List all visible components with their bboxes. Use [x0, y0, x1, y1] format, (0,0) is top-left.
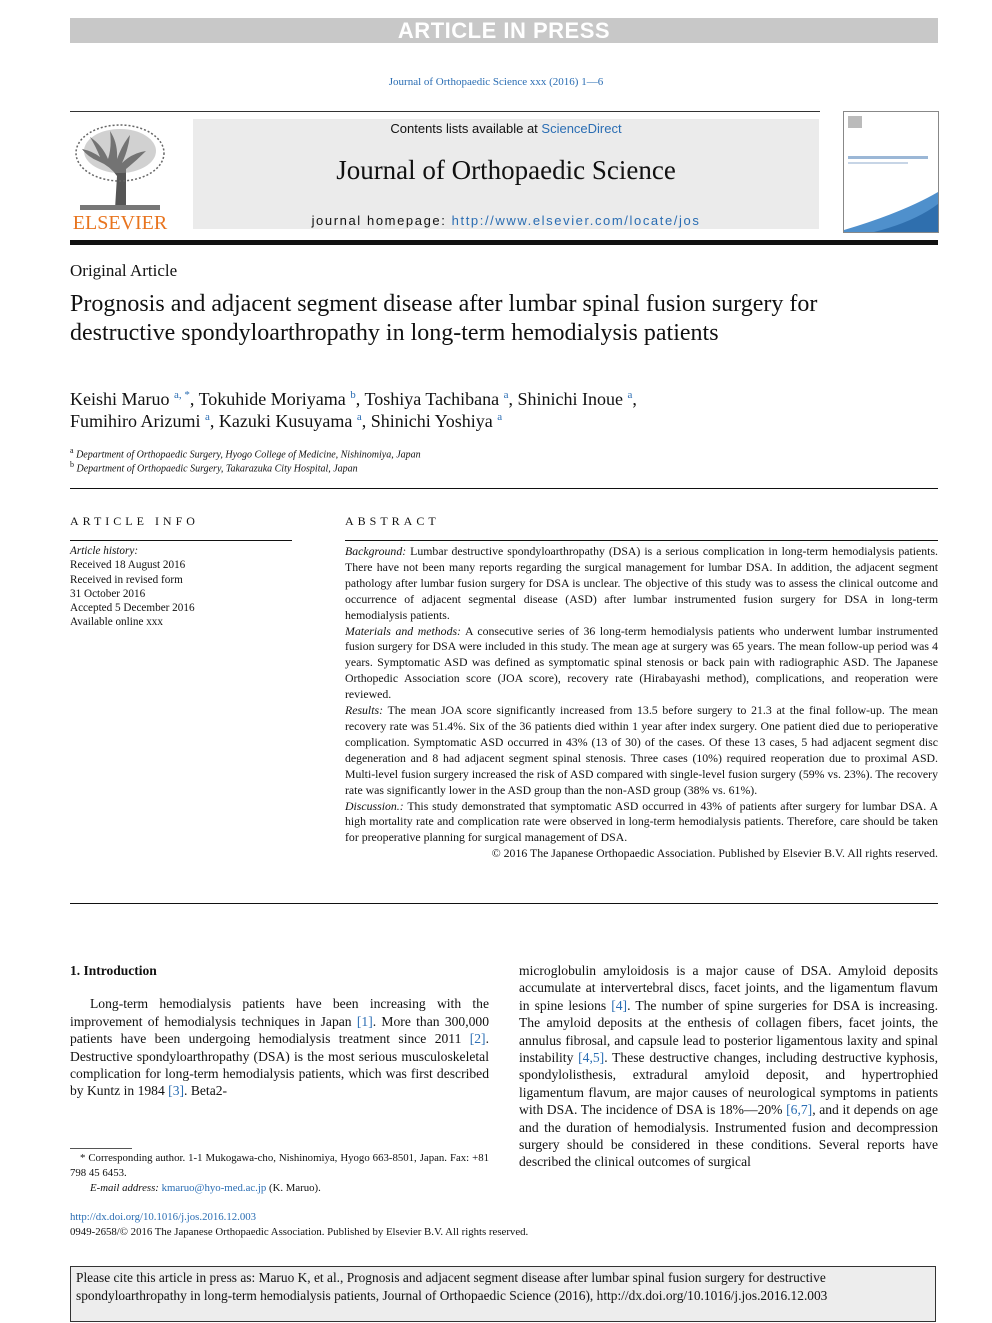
author-name[interactable]: Shinichi Inoue: [517, 389, 623, 409]
affiliation-mark: a: [70, 446, 74, 455]
divider-rule: [345, 540, 938, 541]
author-name[interactable]: Fumihiro Arizumi: [70, 411, 201, 431]
author-affiliation-mark[interactable]: a: [503, 389, 509, 401]
paragraph-text: . More than 300,000 patients have been undergoing hemodialysis treatment since 2011: [70, 1013, 489, 1047]
affiliation-text: Department of Orthopaedic Surgery, Takarazuka City Hospital, Japan: [76, 463, 358, 475]
section-label: Background:: [345, 544, 407, 558]
author-name[interactable]: Shinichi Yoshiya: [370, 411, 493, 431]
elsevier-wordmark: ELSEVIER: [72, 212, 168, 233]
author-separator: ,: [361, 411, 371, 431]
paragraph-text: . Destructive spondyloarthropathy (DSA) is the most serious musculoskeletal complication for long-term hemodialysis patients, which was first described by Kuntz in 1984: [70, 1031, 489, 1099]
divider-rule: [70, 903, 938, 904]
author-affiliation-mark[interactable]: b: [350, 389, 356, 401]
journal-cover-thumbnail[interactable]: [843, 111, 939, 233]
paragraph-text: Long-term hemodialysis patients have been increasing with the improvement of hemodialysis techniques in Japan: [70, 996, 489, 1029]
issn-copyright: 0949-2658/© 2016 The Japanese Orthopaedic Association. Published by Elsevier B.V. All rights reserved.: [70, 1226, 529, 1238]
corresponding-author-note: * Corresponding author. 1-1 Mukogawa-cho, Nishinomiya, Hyogo 663-8501, Japan. Fax: +81 798 45 6453.: [70, 1152, 489, 1179]
citation-reference-link[interactable]: [1]: [356, 1013, 373, 1029]
elsevier-logo[interactable]: [70, 121, 170, 233]
affiliation-mark: b: [70, 460, 74, 469]
citation-reference-link[interactable]: [2]: [469, 1031, 486, 1047]
citation-reference-link[interactable]: [4]: [611, 997, 628, 1013]
intro-left-column: [70, 962, 489, 1100]
cover-image-icon: [844, 112, 938, 232]
affiliation-text: Department of Orthopaedic Surgery, Hyogo College of Medicine, Nishinomiya, Japan: [76, 449, 421, 461]
history-item: Received in revised form: [70, 573, 183, 586]
author-affiliation-mark[interactable]: a: [205, 411, 210, 423]
divider-rule: [70, 488, 938, 489]
history-item: 31 October 2016: [70, 587, 146, 600]
author-list: [70, 388, 870, 432]
section-label: Materials and methods:: [345, 623, 461, 638]
author-affiliation-mark[interactable]: a: [627, 389, 633, 401]
homepage-line: [193, 213, 819, 228]
history-item: Accepted 5 December 2016: [70, 602, 195, 615]
footnote-rule: [70, 1148, 132, 1149]
author-separator: ,: [508, 389, 518, 409]
author-name[interactable]: Tokuhide Moriyama: [198, 389, 346, 409]
header-thick-rule: [70, 240, 938, 245]
homepage-prefix: journal homepage:: [311, 213, 452, 228]
history-item: Received 18 August 2016: [70, 559, 186, 572]
authors-line-2: [70, 410, 870, 432]
author-affiliation-mark[interactable]: a, *: [173, 389, 190, 401]
section-text: The mean JOA score significantly increased from 13.5 before surgery to 21.3 at the final follow-up. The mean recovery rate was 51.4%. Six of the 36 patients died within 1 year after index surgery. One patient died due to perioperative complication. Symptomatic ASD occurred in 43% (13 of 30) of the cases. Of these 13 cases, 5 had adjacent segment disc degeneration and 8 had adjacent segment spinal stenosis. Three cases (10%) required reoperation due to proximal ASD. Multi-level fusion surgery increased the risk of ASD compared with single-level fusion surgery (59% vs. 23%). The recovery rate was significantly lower in the ASD group than the non-ASD group (38% vs. 61%).: [345, 703, 938, 797]
abstract-results: [345, 703, 938, 798]
section-text: Lumbar destructive spondyloarthropathy (DSA) is a serious complication in long-term hemodialysis patients. There have not been many reports regarding the surgical management for lumbar DSA. In addition, the adjacent segment pathology after lumbar fusion surgery for DSA is unclear. The objective of this study was to assess the clinical outcome and occurrence of adjacent segmental disease (ASD) after lumbar instrumented fusion surgery for DSA in long-term hemodialysis patients.: [345, 544, 938, 622]
author-affiliation-mark[interactable]: a: [497, 411, 503, 423]
abstract-methods: [345, 624, 938, 704]
abstract-discussion: [345, 799, 938, 847]
affiliation-b: [70, 460, 358, 474]
section-heading-introduction: 1. Introduction: [70, 963, 157, 978]
homepage-link[interactable]: http://www.elsevier.com/locate/jos: [451, 213, 701, 228]
section-text: A consecutive series of 36 long-term hemodialysis patients who underwent lumbar instrumented fusion surgery for DSA were included in this study. The mean age at surgery was 65 years. The mean follow-up period was 4 years. Symptomatic ASD was defined as symptomatic spinal stenosis or back pain with radiographic ASD. The Japanese Orthopedic Association score (JOA score), recovery rate (Hirabayashi method), complications, and reoperation were reviewed.: [345, 623, 938, 702]
email-suffix: (K. Maruo).: [268, 1182, 321, 1194]
article-history: [70, 544, 292, 630]
section-label: Discussion.:: [345, 798, 404, 813]
abstract-body: [345, 544, 938, 862]
email-line: [70, 1181, 489, 1196]
article-type: Original Article: [70, 261, 178, 280]
citation-reference-link[interactable]: [3]: [168, 1083, 185, 1099]
section-text: This study demonstrated that symptomatic ASD occurred in 43% of patients after surgery for lumbar DSA. A high mortality rate and complication rate were observed in long-term hemodialysis patients. Therefore, care should be taken for preoperative planning for surgical management of DSA.: [345, 798, 938, 845]
contents-line: [193, 121, 819, 136]
paragraph-text: , and it depends on age and the duration of hemodialysis. Instrumented fusion and decompression surgery should be considered in these conditions. Several reports have described the clinical outcomes of surgical: [519, 1102, 938, 1170]
elsevier-tree-icon: [70, 121, 170, 233]
article-info-heading: ARTICLE INFO: [70, 514, 199, 528]
intro-paragraph: [70, 995, 489, 1099]
intro-right-column: [519, 962, 938, 1171]
author-name[interactable]: Kazuki Kusuyama: [218, 411, 353, 431]
author-separator: ,: [189, 389, 199, 409]
abstract-background: [345, 544, 938, 624]
journal-title: Journal of Orthopaedic Science: [336, 155, 676, 185]
divider-rule: [70, 540, 292, 541]
author-separator: ,: [632, 389, 637, 409]
history-item: Available online xxx: [70, 616, 163, 629]
article-title: Prognosis and adjacent segment disease after lumbar spinal fusion surgery for destructive spondyloarthropathy in long-term hemodialysis patients: [70, 291, 818, 346]
paragraph-text: . The number of spine surgeries for DSA is increasing. The amyloid deposits at the enthesis of collagen fibers, facet joints, the annulus fibrosal, and capsule lead to posterior ligamentous laxity and spinal instability: [519, 997, 938, 1066]
authors-line-1: [70, 388, 870, 410]
author-name[interactable]: Toshiya Tachibana: [364, 389, 500, 409]
citation-reference-link[interactable]: [4,5]: [578, 1050, 605, 1066]
affiliation-a: [70, 446, 421, 460]
author-affiliation-mark[interactable]: a: [356, 411, 362, 423]
citation-reference-link[interactable]: [6,7]: [786, 1102, 813, 1118]
section-label: Results:: [345, 703, 384, 718]
author-separator: ,: [355, 389, 365, 409]
paragraph-text: . These destructive changes, including destructive kyphosis, spondylolisthesis, extradural amyloid deposit, and hypertrophied ligamentum flavum, are major causes of neurological symptoms in patients with DSA. The incidence of DSA is 18%—20%: [519, 1050, 938, 1118]
article-in-press-banner: ARTICLE IN PRESS: [70, 18, 938, 43]
footnote: [70, 1151, 489, 1196]
abstract-heading: ABSTRACT: [345, 514, 440, 528]
email-label: E-mail address:: [90, 1182, 159, 1194]
header-top-rule: [70, 111, 820, 112]
author-separator: ,: [209, 411, 219, 431]
abstract-copyright: © 2016 The Japanese Orthopaedic Association. Published by Elsevier B.V. All rights reserved.: [491, 846, 938, 861]
history-label: Article history:: [70, 545, 139, 557]
author-name[interactable]: Keishi Maruo: [70, 389, 170, 409]
email-link[interactable]: kmaruo@hyo-med.ac.jp: [161, 1182, 267, 1194]
citation-box: Please cite this article in press as: Maruo K, et al., Prognosis and adjacent segment disease after lumbar spinal fusion surgery for destructive spondyloarthropathy in long-term hemodialysis patients, Journal of Orthopaedic Science (2016), http://dx.doi.org/10.1016/j.jos.2016.12.003: [70, 1266, 936, 1322]
paragraph-text: microglobulin amyloidosis is a major cause of DSA. Amyloid deposits accumulate at intervertebral discs, facet joints, and the ligamentum flavum in spine lesions: [519, 963, 938, 1013]
journal-reference[interactable]: Journal of Orthopaedic Science xxx (2016) 1—6: [388, 76, 604, 88]
sciencedirect-link[interactable]: ScienceDirect: [541, 121, 622, 136]
contents-prefix: Contents lists available at: [390, 121, 542, 136]
doi-link[interactable]: http://dx.doi.org/10.1016/j.jos.2016.12.003: [70, 1211, 257, 1223]
paragraph-text: . Beta2-: [184, 1083, 228, 1099]
